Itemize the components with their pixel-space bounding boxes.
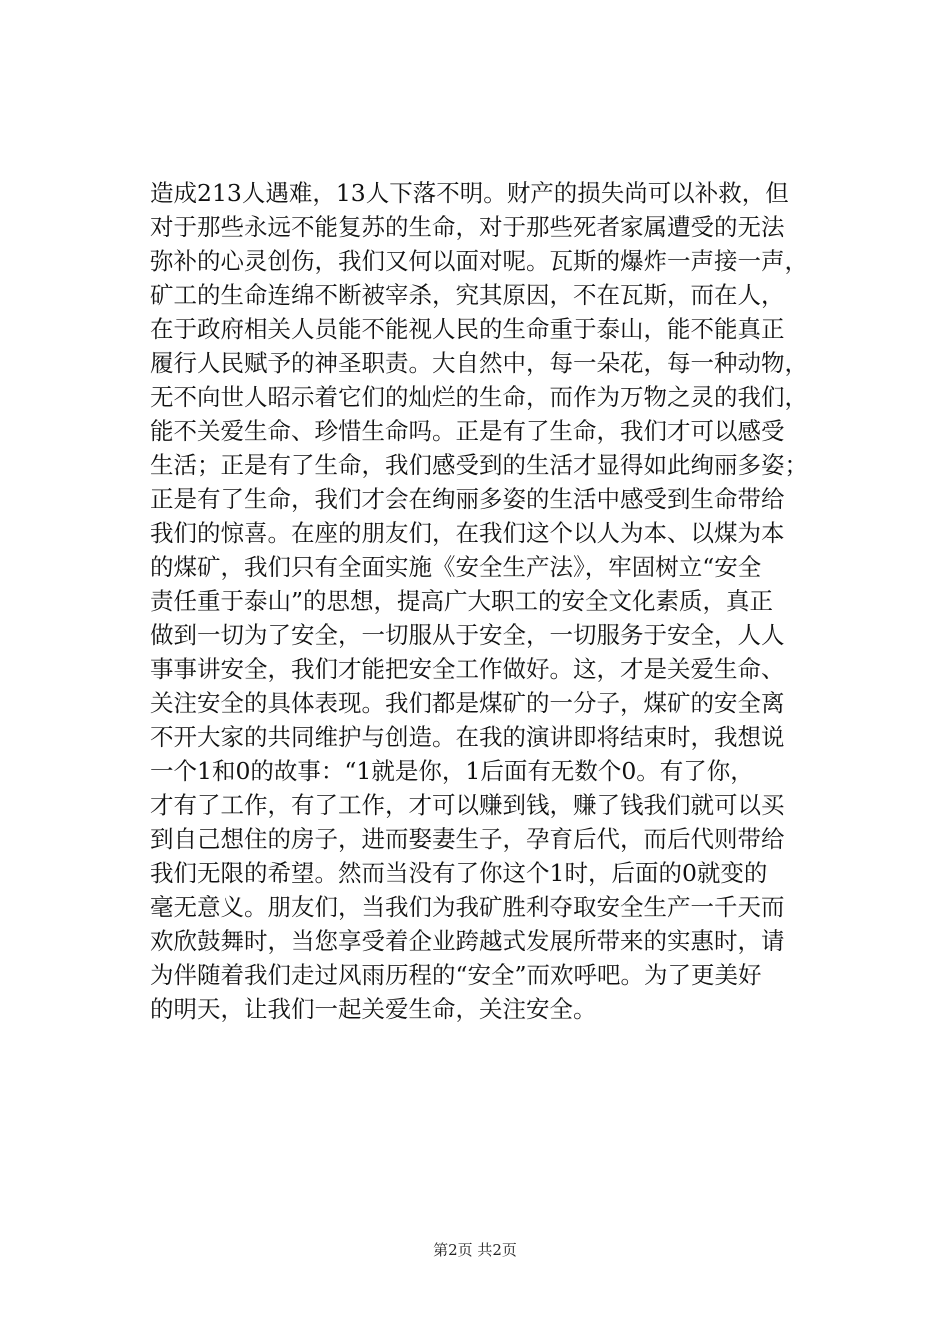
- body-text: [150, 176, 830, 1026]
- text-line: 造成213人遇难，13人下落不明。财产的损失尚可以补救，但: [150, 179, 789, 207]
- text-line: 能不关爱生命、珍惜生命吗。正是有了生命，我们才可以感受: [150, 417, 785, 445]
- text-line: 为伴随着我们走过风雨历程的“安全”而欢呼吧。为了更美好: [150, 961, 762, 989]
- text-line: 事事讲安全，我们才能把安全工作做好。这，才是关爱生命、: [150, 655, 785, 683]
- text-line: 正是有了生命，我们才会在绚丽多姿的生活中感受到生命带给: [150, 485, 785, 513]
- text-line: 欢欣鼓舞时，当您享受着企业跨越式发展所带来的实惠时，请: [150, 927, 785, 955]
- text-line: 才有了工作，有了工作，才可以赚到钱，赚了钱我们就可以买: [150, 791, 785, 819]
- text-line: 的明天，让我们一起关爱生命，关注安全。: [150, 995, 597, 1023]
- text-line: 对于那些永远不能复苏的生命，对于那些死者家属遭受的无法: [150, 213, 785, 241]
- text-line: 履行人民赋予的神圣职责。大自然中，每一朵花，每一种动物，: [150, 349, 808, 377]
- text-line: 弥补的心灵创伤，我们又何以面对呢。瓦斯的爆炸一声接一声，: [150, 247, 808, 275]
- text-line: 做到一切为了安全，一切服从于安全，一切服务于安全，人人: [150, 621, 785, 649]
- text-line: 在于政府相关人员能不能视人民的生命重于泰山，能不能真正: [150, 315, 785, 343]
- text-line: 一个1和0的故事：“1就是你，1后面有无数个0。有了你，: [150, 757, 754, 785]
- text-line: 我们的惊喜。在座的朋友们，在我们这个以人为本、以煤为本: [150, 519, 785, 547]
- text-line: 关注安全的具体表现。我们都是煤矿的一分子，煤矿的安全离: [150, 689, 785, 717]
- text-line: 无不向世人昭示着它们的灿烂的生命，而作为万物之灵的我们，: [150, 383, 808, 411]
- text-line: 不开大家的共同维护与创造。在我的演讲即将结束时，我想说: [150, 723, 785, 751]
- text-line: 责任重于泰山”的思想，提高广大职工的安全文化素质，真正: [150, 587, 774, 615]
- text-line: 的煤矿，我们只有全面实施《安全生产法》，牢固树立“安全: [150, 553, 762, 581]
- page-number-footer: 第2页 共2页: [433, 1241, 517, 1259]
- text-line: 毫无意义。朋友们，当我们为我矿胜利夺取安全生产一千天而: [150, 893, 785, 921]
- text-line: 生活；正是有了生命，我们感受到的生活才显得如此绚丽多姿；: [150, 451, 808, 479]
- text-line: 到自己想住的房子，进而娶妻生子，孕育后代，而后代则带给: [150, 825, 785, 853]
- text-line: 矿工的生命连绵不断被宰杀，究其原因，不在瓦斯，而在人，: [150, 281, 785, 309]
- text-line: 我们无限的希望。然而当没有了你这个1时，后面的0就变的: [150, 859, 768, 887]
